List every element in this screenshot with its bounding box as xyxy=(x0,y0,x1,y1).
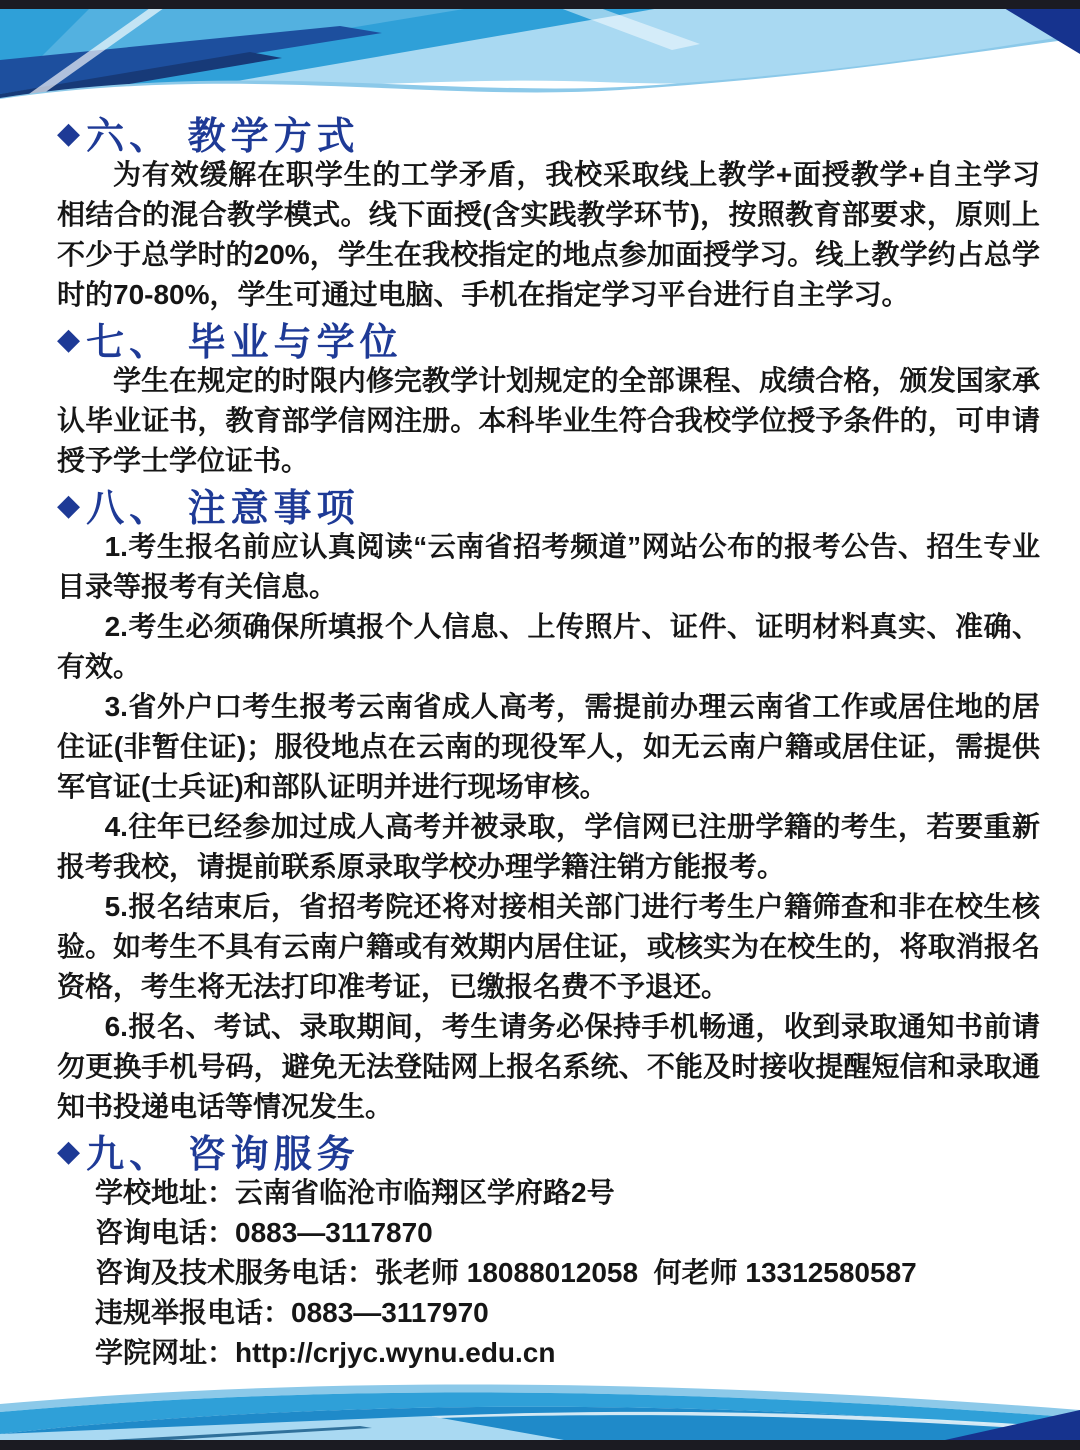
note-item-1: 1.考生报名前应认真阅读“云南省招考频道”网站公布的报考公告、招生专业目录等报考有关信息。 xyxy=(57,531,1040,602)
paragraph: 学生在规定的时限内修完教学计划规定的全部课程、成绩合格，颁发国家承认毕业证书，教育部学信网注册。本科毕业生符合我校学位授予条件的，可申请授予学士学位证书。 xyxy=(57,365,1040,476)
school-address-line: 学校地址：云南省临沧市临翔区学府路2号 xyxy=(95,1177,615,1208)
header-wave-decoration xyxy=(0,0,1080,106)
section-title-text: 七、 毕业与学位 xyxy=(86,321,403,364)
diamond-bullet-icon: ◆ xyxy=(57,488,81,522)
section-notes xyxy=(57,481,1040,1127)
consult-phone-line: 咨询电话：0883—3117870 xyxy=(95,1217,433,1248)
section-heading-teaching-methods xyxy=(57,109,1040,158)
note-item-6: 6.报名、考试、录取期间，考生请务必保持手机畅通，收到录取通知书前请勿更换手机号码，避免无法登陆网上报名系统、不能及时接收提醒短信和录取通知书投递电话等情况发生。 xyxy=(57,1011,1040,1122)
section-heading-graduation-degree xyxy=(57,315,1040,364)
section-title-text: 六、 教学方式 xyxy=(86,115,360,158)
paragraph: 为有效缓解在职学生的工学矛盾，我校采取线上教学+面授教学+自主学习相结合的混合教学模式。线下面授(含实践教学环节)，按照教育部要求，原则上不少于总学时的20%，学生在我校指定的地点参加面授学习。线上教学约占总学时的70-80%，学生可通过电脑、手机在指定学习平台进行自主学习。 xyxy=(57,159,1040,310)
section-teaching-methods xyxy=(57,109,1040,315)
section-heading-consulting-service xyxy=(57,1127,1040,1176)
section-title-text: 八、 注意事项 xyxy=(86,487,360,530)
footer-wave-decoration xyxy=(0,1370,1080,1450)
college-website-line: 学院网址：http://crjyc.wynu.edu.cn xyxy=(95,1337,556,1368)
diamond-bullet-icon: ◆ xyxy=(57,1134,81,1168)
diamond-bullet-icon: ◆ xyxy=(57,322,81,356)
tech-service-phone-line: 咨询及技术服务电话：张老师 18088012058 何老师 13312580587 xyxy=(95,1257,917,1288)
note-item-2: 2.考生必须确保所填报个人信息、上传照片、证件、证明材料真实、准确、有效。 xyxy=(57,611,1040,682)
note-item-4: 4.往年已经参加过成人高考并被录取，学信网已注册学籍的考生，若要重新报考我校，请提前联系原录取学校办理学籍注销方能报考。 xyxy=(57,811,1040,882)
note-item-3: 3.省外户口考生报考云南省成人高考，需提前办理云南省工作或居住地的居住证(非暂住证)；服役地点在云南的现役军人，如无云南户籍或居住证，需提供军官证(士兵证)和部队证明并进行现场审核。 xyxy=(57,691,1040,802)
section-consulting-service xyxy=(57,1127,1040,1373)
diamond-bullet-icon: ◆ xyxy=(57,116,81,150)
note-item-5: 5.报名结束后，省招考院还将对接相关部门进行考生户籍筛查和非在校生核验。如考生不具有云南户籍或有效期内居住证，或核实为在校生的，将取消报名资格，考生将无法打印准考证，已缴报名费不予退还。 xyxy=(57,891,1040,1002)
section-title-text: 九、 咨询服务 xyxy=(86,1133,360,1176)
section-heading-notes xyxy=(57,481,1040,530)
section-graduation-degree xyxy=(57,315,1040,481)
flyer-content xyxy=(0,106,1080,1373)
report-phone-line: 违规举报电话：0883—3117970 xyxy=(95,1297,489,1328)
